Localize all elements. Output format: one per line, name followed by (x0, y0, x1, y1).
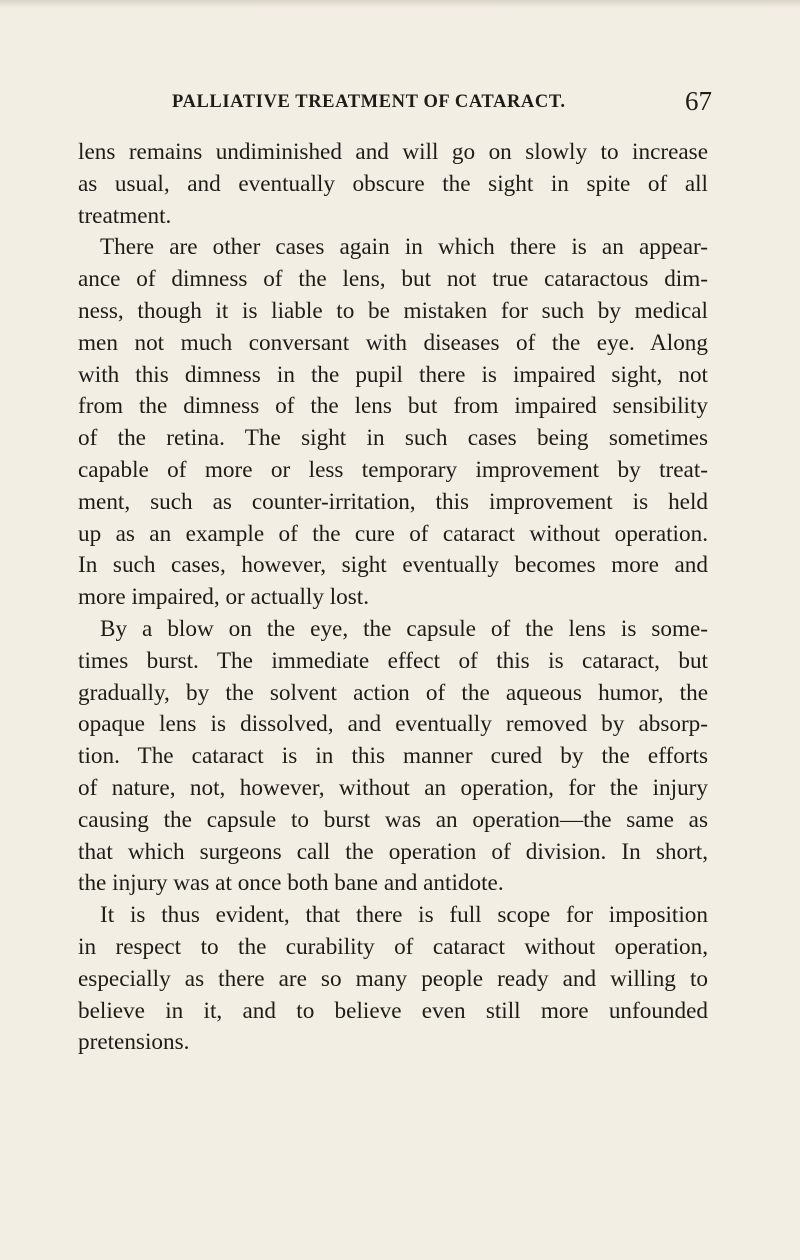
text-line: especially as there are so many people ready and willing to (78, 965, 708, 992)
text-line: causing the capsule to burst was an operation—the same as (78, 806, 708, 833)
text-line: There are other cases again in which there is an appear- (100, 234, 708, 261)
text-line: ance of dimness of the lens, but not true cataractous dim- (78, 266, 708, 293)
body-text (78, 137, 708, 1059)
text-line: gradually, by the solvent action of the aqueous humor, the (78, 679, 708, 706)
page-header (172, 88, 712, 118)
text-line: men not much conversant with diseases of the eye. Along (78, 329, 708, 356)
running-head: PALLIATIVE TREATMENT OF CATARACT. (172, 92, 566, 112)
text-line: ment, such as counter-irritation, this improvement is held (78, 488, 708, 515)
text-line: In such cases, however, sight eventually becomes more and (78, 552, 708, 579)
text-line: lens remains undiminished and will go on slowly to increase (78, 139, 708, 165)
text-line: of the retina. The sight in such cases being sometimes (78, 425, 708, 452)
text-line: the injury was at once both bane and antidote. (78, 870, 504, 897)
text-line: with this dimness in the pupil there is impaired sight, not (78, 361, 708, 388)
text-line: treatment. (78, 202, 172, 229)
text-line: as usual, and eventually obscure the sight in spite of all (78, 170, 708, 197)
text-line: believe in it, and to believe even still more unfounded (78, 997, 708, 1024)
text-line: in respect to the curability of cataract without operation, (78, 933, 708, 960)
text-line: capable of more or less temporary improvement by treat- (78, 456, 708, 483)
text-line: ness, though it is liable to be mistaken for such by medical (78, 297, 708, 324)
text-line: of nature, not, however, without an operation, for the injury (78, 774, 708, 801)
text-line: more impaired, or actually lost. (78, 584, 370, 611)
text-line: that which surgeons call the operation of division. In short, (78, 838, 708, 865)
text-line: By a blow on the eye, the capsule of the lens is some- (100, 615, 708, 642)
text-line: up as an example of the cure of cataract without operation. (78, 520, 708, 547)
page-top-edge (0, 0, 800, 8)
text-line: pretensions. (78, 1029, 190, 1056)
page-number: 67 (685, 86, 712, 116)
text-line: It is thus evident, that there is full scope for imposition (100, 902, 708, 929)
text-line: times burst. The immediate effect of this is cataract, but (78, 647, 708, 674)
text-line: opaque lens is dissolved, and eventually removed by absorp- (78, 711, 708, 738)
text-line: tion. The cataract is in this manner cured by the efforts (78, 743, 708, 770)
text-line: from the dimness of the lens but from impaired sensibility (78, 393, 708, 420)
